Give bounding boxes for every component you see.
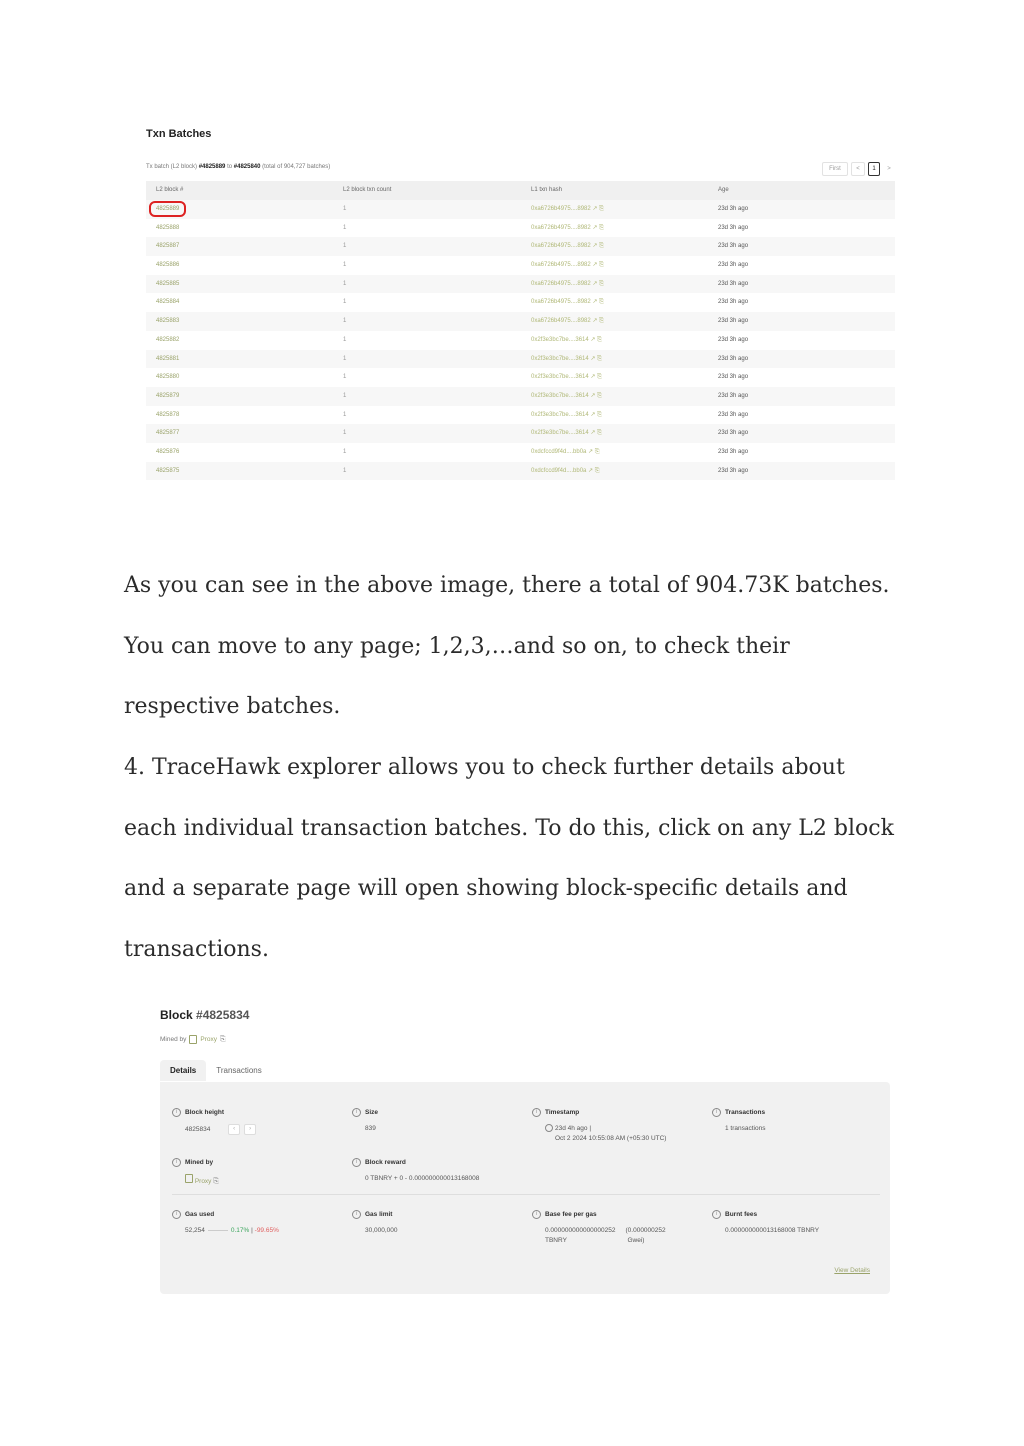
txn-count: 1	[343, 336, 347, 343]
gas-usage-bar	[208, 1230, 228, 1231]
txn-batches-summary: Tx batch (L2 block) #4825889 to #4825840 (total of 904,727 batches)	[146, 164, 331, 170]
info-icon: i	[712, 1108, 721, 1117]
l1-txn-hash-link[interactable]: 0xa6726b4975....8982 ↗ ⎘	[531, 243, 604, 250]
info-icon: i	[712, 1210, 721, 1219]
column-header-l2-block: L2 block #	[156, 187, 184, 193]
txn-count: 1	[343, 467, 347, 474]
txn-count: 1	[343, 262, 347, 269]
l1-txn-hash-link[interactable]: 0xdcfccd9f4d....bb0a ↗ ⎘	[531, 467, 600, 474]
l1-txn-hash-link[interactable]: 0x2f3e3bc7be....3614 ↗ ⎘	[531, 355, 602, 362]
l1-txn-hash-link[interactable]: 0xa6726b4975....8982 ↗ ⎘	[531, 318, 604, 325]
copy-icon[interactable]: ⎘	[220, 1035, 226, 1043]
txn-count: 1	[343, 318, 347, 325]
pagination-first-button[interactable]: First	[822, 162, 848, 176]
txn-count: 1	[343, 280, 347, 287]
txn-count: 1	[343, 411, 347, 418]
age: 23d 3h ago	[718, 280, 749, 287]
copy-icon[interactable]: ⎘	[213, 1178, 219, 1185]
info-icon: i	[172, 1158, 181, 1167]
age: 23d 3h ago	[718, 467, 749, 474]
l1-txn-hash-link[interactable]: 0xdcfccd9f4d....bb0a ↗ ⎘	[531, 448, 600, 455]
field-block-height: i Block height 4825834 ‹ ›	[172, 1108, 256, 1135]
l2-block-link[interactable]: 4825884	[156, 299, 180, 306]
transactions-link[interactable]: 1 transactions	[725, 1125, 766, 1132]
txn-count: 1	[343, 243, 347, 250]
column-header-l1-hash: L1 txn hash	[531, 187, 563, 193]
txn-count: 1	[343, 392, 347, 399]
txn-batches-screenshot	[146, 124, 895, 484]
table-row	[146, 368, 895, 387]
field-gas-used: i Gas used 52,254 0.17% | -99.65%	[172, 1210, 279, 1236]
table-row	[146, 350, 895, 369]
pagination-current-page[interactable]: 1	[868, 162, 880, 176]
l1-txn-hash-link[interactable]: 0xa6726b4975....8982 ↗ ⎘	[531, 206, 604, 212]
table-row	[146, 462, 895, 481]
l1-txn-hash-link[interactable]: 0xa6726b4975....8982 ↗ ⎘	[531, 299, 604, 306]
txn-batches-title: Txn Batches	[146, 128, 212, 140]
details-panel	[160, 1082, 890, 1294]
l1-txn-hash-link[interactable]: 0xa6726b4975....8982 ↗ ⎘	[531, 224, 604, 231]
l2-block-link[interactable]: 4825889	[151, 203, 184, 215]
age: 23d 3h ago	[718, 430, 749, 437]
l2-block-link[interactable]: 4825887	[156, 243, 180, 250]
contract-icon	[185, 1174, 193, 1183]
column-header-txn-count: L2 block txn count	[343, 187, 392, 193]
age: 23d 3h ago	[718, 355, 749, 362]
age: 23d 3h ago	[718, 224, 749, 231]
age: 23d 3h ago	[718, 392, 749, 399]
field-transactions: i Transactions 1 transactions	[712, 1108, 765, 1134]
l2-block-link[interactable]: 4825882	[156, 336, 180, 343]
l2-block-link[interactable]: 4825876	[156, 448, 180, 455]
table-row	[146, 256, 895, 275]
txn-count: 1	[343, 299, 347, 306]
l1-txn-hash-link[interactable]: 0xa6726b4975....8982 ↗ ⎘	[531, 280, 604, 287]
l1-txn-hash-link[interactable]: 0x2f3e3bc7be....3614 ↗ ⎘	[531, 392, 602, 399]
age: 23d 3h ago	[718, 299, 749, 306]
block-title: Block #4825834	[160, 1008, 250, 1022]
info-icon: i	[172, 1108, 181, 1117]
table-row	[146, 406, 895, 425]
age: 23d 3h ago	[718, 336, 749, 343]
table-row	[146, 331, 895, 350]
txn-count: 1	[343, 430, 347, 437]
l1-txn-hash-link[interactable]: 0x2f3e3bc7be....3614 ↗ ⎘	[531, 430, 602, 437]
body-paragraph-2: 4. TraceHawk explorer allows you to check further details about each individual transaction batches. To do this, click on any L2 block and a separate page will open showing block-specific details and transactions.	[124, 755, 894, 962]
field-burnt-fees: i Burnt fees 0.000000000013168008 TBNRY	[712, 1210, 819, 1236]
l1-txn-hash-link[interactable]: 0x2f3e3bc7be....3614 ↗ ⎘	[531, 411, 602, 418]
field-size: i Size 839	[352, 1108, 378, 1134]
l2-block-link[interactable]: 4825886	[156, 262, 180, 269]
l2-block-link[interactable]: 4825877	[156, 430, 180, 437]
table-row	[146, 387, 895, 406]
table-row	[146, 293, 895, 312]
l2-block-link[interactable]: 4825885	[156, 280, 180, 287]
l1-txn-hash-link[interactable]: 0x2f3e3bc7be....3614 ↗ ⎘	[531, 374, 602, 381]
view-details-link[interactable]: View Details	[834, 1267, 870, 1274]
table-row	[146, 424, 895, 443]
body-paragraph-1: As you can see in the above image, there a total of 904.73K batches. You can move to any page; 1,2,3,…and so on, to check their respective batches.	[124, 573, 890, 720]
table-body	[146, 200, 895, 480]
info-icon: i	[352, 1158, 361, 1167]
table-row	[146, 312, 895, 331]
tab-transactions[interactable]: Transactions	[216, 1066, 262, 1075]
miner-link[interactable]: Proxy	[194, 1178, 212, 1185]
l2-block-link[interactable]: 4825881	[156, 355, 180, 362]
info-icon: i	[352, 1210, 361, 1219]
table-header	[146, 181, 895, 200]
field-mined-by: i Mined by Proxy ⎘	[172, 1158, 219, 1187]
field-block-reward: i Block reward 0 TBNRY + 0 - 0.000000000013168008	[352, 1158, 479, 1184]
next-block-button[interactable]: ›	[244, 1124, 256, 1135]
block-details-screenshot	[160, 1004, 890, 1294]
age: 23d 3h ago	[718, 206, 749, 212]
age: 23d 3h ago	[718, 411, 749, 418]
l2-block-link[interactable]: 4825880	[156, 374, 180, 381]
age: 23d 3h ago	[718, 262, 749, 269]
l1-txn-hash-link[interactable]: 0x2f3e3bc7be....3614 ↗ ⎘	[531, 336, 602, 343]
txn-count: 1	[343, 448, 347, 455]
txn-count: 1	[343, 224, 347, 231]
divider	[172, 1194, 880, 1195]
batches-table	[146, 181, 895, 480]
l2-block-link[interactable]: 4825879	[156, 392, 180, 399]
l2-block-link[interactable]: 4825878	[156, 411, 180, 418]
age: 23d 3h ago	[718, 318, 749, 325]
block-tabs	[160, 1060, 272, 1081]
field-base-fee: i Base fee per gas 0.000000000000000252 TBNRY (0.000000252 Gwei)	[532, 1210, 666, 1246]
tab-details[interactable]: Details	[160, 1060, 206, 1081]
column-header-age: Age	[718, 187, 729, 193]
l2-block-link[interactable]: 4825888	[156, 224, 180, 231]
txn-count: 1	[343, 374, 347, 381]
mined-by-header: Mined by Proxy ⎘	[160, 1035, 226, 1043]
prev-block-button[interactable]: ‹	[228, 1124, 240, 1135]
age: 23d 3h ago	[718, 374, 749, 381]
txn-count: 1	[343, 355, 347, 362]
miner-link[interactable]: Proxy	[200, 1036, 217, 1043]
pagination	[822, 162, 895, 176]
info-icon: i	[172, 1210, 181, 1219]
info-icon: i	[532, 1108, 541, 1117]
l1-txn-hash-link[interactable]: 0xa6726b4975....8982 ↗ ⎘	[531, 262, 604, 269]
table-row	[146, 219, 895, 238]
contract-icon	[189, 1035, 197, 1044]
clock-icon	[545, 1124, 553, 1132]
age: 23d 3h ago	[718, 243, 749, 250]
field-timestamp: i Timestamp 23d 4h ago | Oct 2 2024 10:55:08 AM (+05:30 UTC)	[532, 1108, 666, 1144]
info-icon: i	[352, 1108, 361, 1117]
table-row	[146, 200, 895, 219]
field-gas-limit: i Gas limit 30,000,000	[352, 1210, 398, 1236]
txn-count: 1	[343, 206, 347, 212]
pagination-prev-button[interactable]: <	[851, 162, 865, 176]
pagination-next-button[interactable]: >	[883, 163, 895, 175]
l2-block-link[interactable]: 4825883	[156, 318, 180, 325]
table-row	[146, 275, 895, 294]
l2-block-link[interactable]: 4825875	[156, 467, 180, 474]
table-row	[146, 443, 895, 462]
age: 23d 3h ago	[718, 448, 749, 455]
table-row	[146, 237, 895, 256]
info-icon: i	[532, 1210, 541, 1219]
